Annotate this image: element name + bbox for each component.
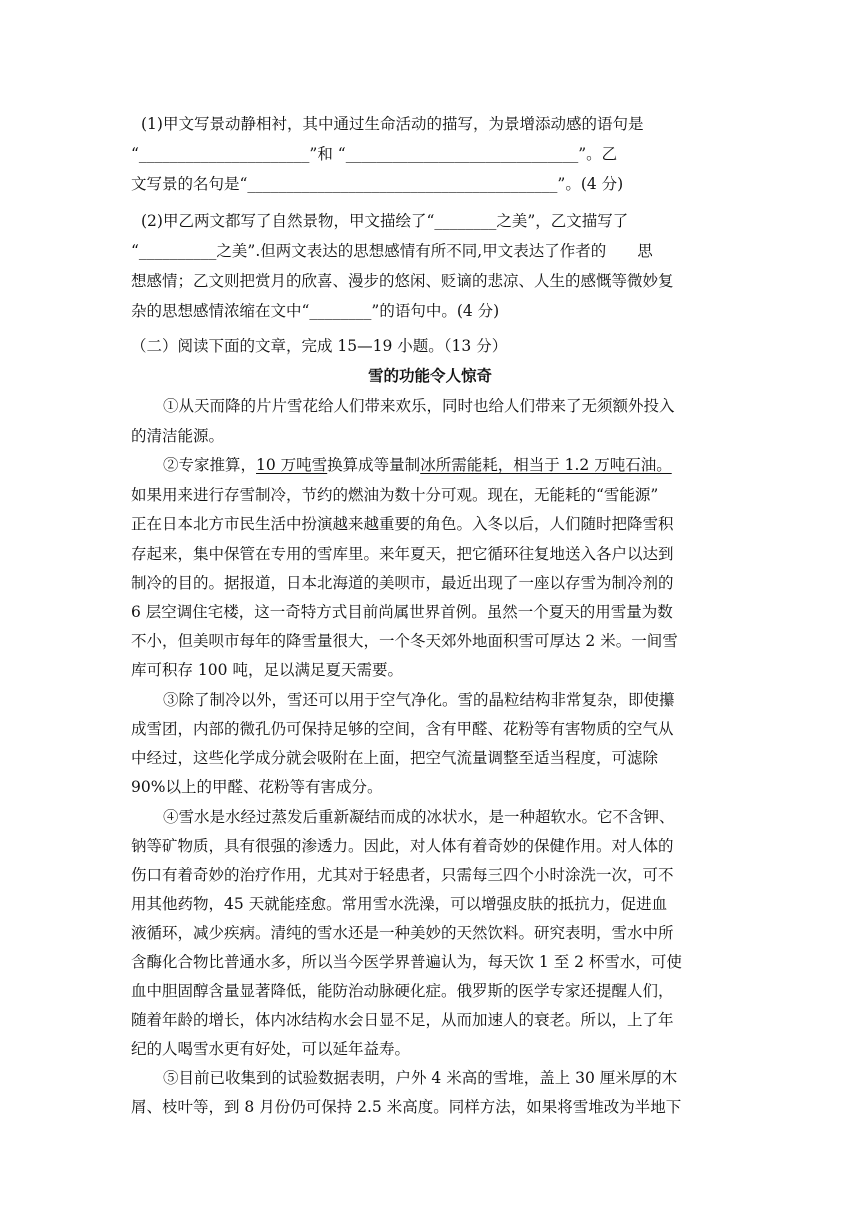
question-1-line-2: “______________________”和 “______________________________”。乙	[131, 145, 618, 163]
article-line: 不小，但美呗市每年的降雪量很大，一个冬天郊外地面积雪可厚达 2 米。一间雪	[131, 632, 678, 650]
article-line: 屑、枝叶等，到 8 月份仍可保持 2.5 米高度。同样方法，如果将雪堆改为半地下	[131, 1098, 682, 1116]
section-heading: （二）阅读下面的文章，完成 15—19 小题。（13 分）	[131, 337, 508, 355]
article-line: ①从天而降的片片雪花给人们带来欢乐，同时也给人们带来了无须额外投入	[163, 397, 675, 415]
underlined-text: 冰所需能耗，相当于 1.2 万吨石油。	[420, 456, 672, 474]
article-line: 用其他药物，45 天就能痊愈。常用雪水洗澡，可以增强皮肤的抵抗力，促进血	[131, 895, 668, 913]
question-2-line-2: “__________之美”.但两文表达的思想感情有所不同,甲文表达了作者的 思	[131, 242, 653, 260]
question-2-line-4: 杂的思想感情浓缩在文中“________”的语句中。(4 分)	[131, 302, 500, 320]
article-line: 正在日本北方市民生活中扮演越来越重要的角色。入冬以后，人们随时把降雪积	[131, 515, 674, 533]
article-line: 库可积存 100 吨，足以满足夏天需要。	[131, 661, 403, 679]
article-line: 制冷的目的。据报道，日本北海道的美呗市，最近出现了一座以存雪为制冷剂的	[131, 574, 674, 592]
article-line-underlined	[163, 455, 672, 475]
article-line: 钠等矿物质，具有很强的渗透力。因此，对人体有着奇妙的保健作用。对人体的	[131, 837, 674, 855]
underlined-text: 10 万吨雪	[256, 456, 328, 474]
text-segment: ②专家推算，	[163, 456, 257, 474]
question-2-line-1: (2)甲乙两文都写了自然景物，甲文描绘了“________之美”，乙文描写了	[141, 212, 629, 230]
article-line: 如果用来进行存雪制冷，节约的燃油为数十分可观。现在，无能耗的“雪能源”	[131, 486, 659, 504]
text-segment: 换算成等量制	[327, 456, 421, 474]
article-line: 血中胆固醇含量显著降低，能防治动脉硬化症。俄罗斯的医学专家还提醒人们，	[131, 982, 674, 1000]
article-line: 成雪团，内部的微孔仍可保持足够的空间，含有甲醛、花粉等有害物质的空气从	[131, 720, 674, 738]
article-line: 6 层空调住宅楼，这一奇特方式目前尚属世界首例。虽然一个夏天的用雪量为数	[131, 603, 673, 621]
question-1-line-3: 文写景的名句是“________________________________________”。(4 分)	[131, 175, 624, 193]
question-2-line-3: 想感情；乙文则把赏月的欣喜、漫步的悠闲、贬谪的悲凉、人生的感慨等微妙复	[131, 272, 674, 290]
article-line: ⑤目前已收集到的试验数据表明，户外 4 米高的雪堆，盖上 30 厘米厚的木	[163, 1069, 678, 1087]
article-title: 雪的功能令人惊奇	[367, 366, 492, 385]
article-line: ③除了制冷以外，雪还可以用于空气净化。雪的晶粒结构非常复杂，即使攥	[163, 691, 675, 709]
article-line: 含酶化合物比普通水多，所以当今医学界普遍认为，每天饮 1 至 2 杯雪水，可使	[131, 953, 682, 971]
article-line: 伤口有着奇妙的治疗作用，尤其对于轻患者，只需每三四个小时涂洗一次，可不	[131, 866, 674, 884]
article-line: 中经过，这些化学成分就会吸附在上面，把空气流量调整至适当程度，可滤除	[131, 749, 659, 767]
question-1-line-1: (1)甲文写景动静相衬，其中通过生命活动的描写，为景增添动感的语句是	[141, 115, 644, 133]
article-line: ④雪水是水经过蒸发后重新凝结而成的冰状水，是一种超软水。它不含钾、	[163, 808, 675, 826]
article-line: 90%以上的甲醛、花粉等有害成分。	[131, 778, 383, 796]
article-line: 随着年龄的增长，体内冰结构水会日显不足，从而加速人的衰老。所以，上了年	[131, 1011, 674, 1029]
article-line: 液循环，减少疾病。清纯的雪水还是一种美妙的天然饮料。研究表明，雪水中所	[131, 924, 674, 942]
article-line: 存起来，集中保管在专用的雪库里。来年夏天，把它循环往复地送入各户以达到	[131, 545, 674, 563]
article-line: 的清洁能源。	[131, 427, 225, 445]
article-line: 纪的人喝雪水更有好处，可以延年益寿。	[131, 1040, 411, 1058]
